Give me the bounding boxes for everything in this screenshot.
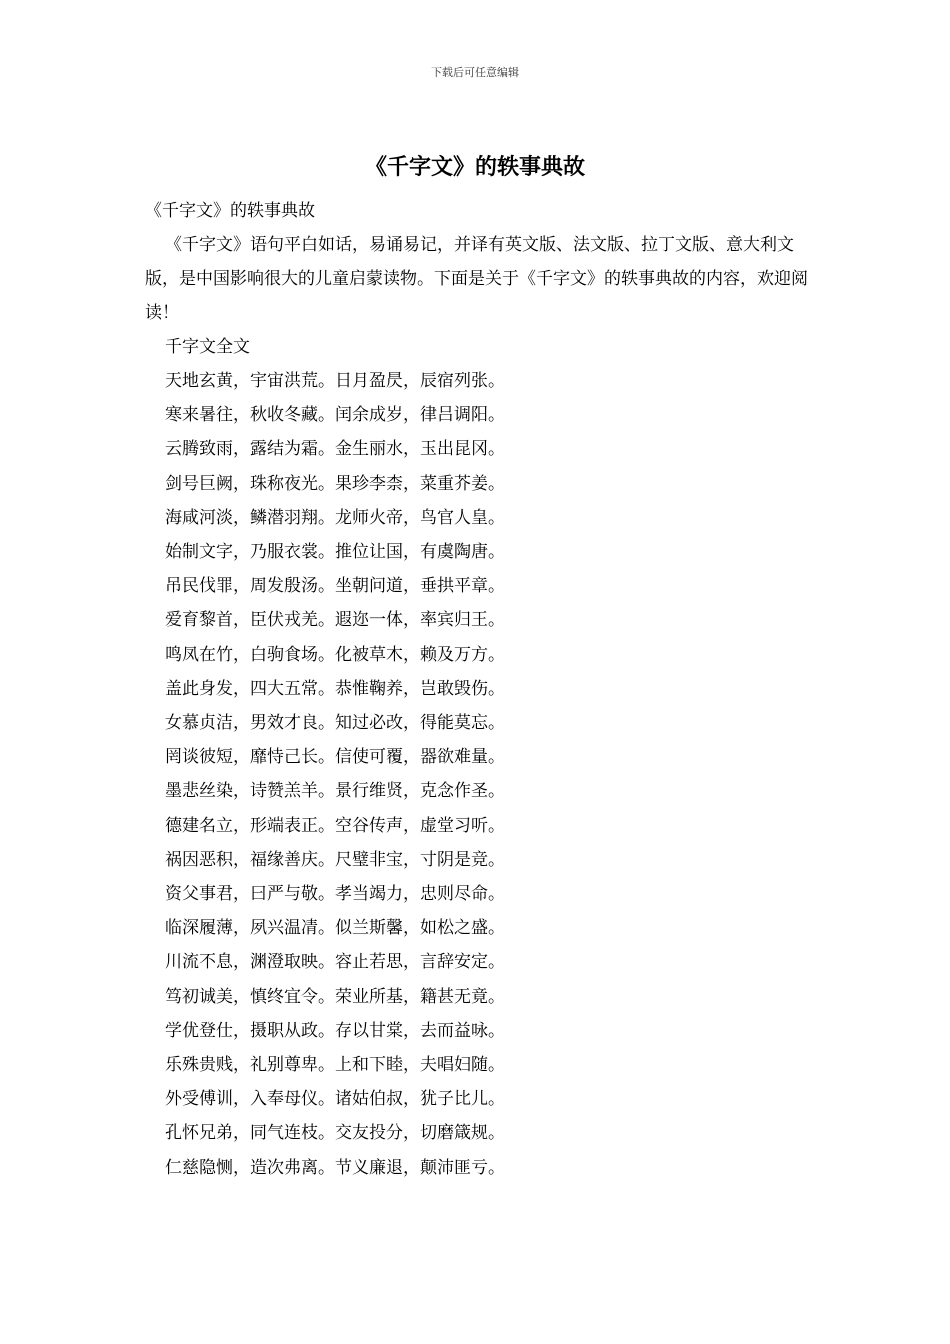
section-heading: 千字文全文 xyxy=(165,337,250,357)
verse-line: 剑号巨阙，珠称夜光。果珍李柰，菜重芥姜。 xyxy=(165,473,505,494)
verse-list xyxy=(145,364,810,1185)
verse-line: 学优登仕，摄职从政。存以甘棠，去而益咏。 xyxy=(165,1020,505,1041)
verse-line: 天地玄黄，宇宙洪荒。日月盈昃，辰宿列张。 xyxy=(165,371,505,391)
verse-line: 海咸河淡，鳞潜羽翔。龙师火帝，鸟官人皇。 xyxy=(165,507,505,528)
verse-line: 资父事君，曰严与敬。孝当竭力，忠则尽命。 xyxy=(165,884,505,905)
document-body xyxy=(145,194,810,1185)
verse-line: 祸因恶积，福缘善庆。尺璧非宝，寸阴是竞。 xyxy=(165,849,505,870)
verse-line: 外受傅训，入奉母仪。诸姑伯叔，犹子比儿。 xyxy=(165,1089,505,1110)
document-subtitle: 《千字文》的轶事典故 xyxy=(145,201,315,221)
verse-line: 吊民伐罪，周发殷汤。坐朝问道，垂拱平章。 xyxy=(165,576,505,597)
verse-line: 乐殊贵贱，礼别尊卑。上和下睦，夫唱妇随。 xyxy=(165,1055,505,1076)
verse-line: 爱育黎首，臣伏戎羌。遐迩一体，率宾归王。 xyxy=(165,610,505,631)
verse-line: 始制文字，乃服衣裳。推位让国，有虞陶唐。 xyxy=(165,542,505,563)
verse-line: 女慕贞洁，男效才良。知过必改，得能莫忘。 xyxy=(165,713,505,734)
verse-line: 鸣凤在竹，白驹食场。化被草木，赖及万方。 xyxy=(165,644,505,665)
verse-line: 临深履薄，夙兴温凊。似兰斯馨，如松之盛。 xyxy=(165,918,505,939)
verse-line: 德建名立，形端表正。空谷传声，虚堂习听。 xyxy=(165,815,505,836)
verse-line: 墨悲丝染，诗赞羔羊。景行维贤，克念作圣。 xyxy=(165,781,505,802)
verse-line: 寒来暑往，秋收冬藏。闰余成岁，律吕调阳。 xyxy=(165,405,505,426)
document-title: 《千字文》的轶事典故 xyxy=(364,154,585,180)
verse-line: 云腾致雨，露结为霜。金生丽水，玉出昆冈。 xyxy=(165,439,505,460)
verse-line: 笃初诚美，慎终宜令。荣业所基，籍甚无竟。 xyxy=(165,986,505,1007)
verse-line: 盖此身发，四大五常。恭惟鞠养，岂敢毁伤。 xyxy=(165,678,505,699)
verse-line: 川流不息，渊澄取映。容止若思，言辞安定。 xyxy=(165,952,505,973)
verse-line: 孔怀兄弟，同气连枝。交友投分，切磨箴规。 xyxy=(165,1123,505,1144)
intro-paragraph: 《千字文》语句平白如话，易诵易记，并译有英文版、法文版、拉丁文版、意大利文版，是中国影响很大的儿童启蒙读物。下面是关于《千字文》的轶事典故的内容，欢迎阅读！ xyxy=(145,235,808,323)
verse-line: 仁慈隐恻，造次弗离。节义廉退，颠沛匪亏。 xyxy=(165,1157,505,1178)
page-header-note: 下载后可任意编辑 xyxy=(431,66,519,79)
verse-line: 罔谈彼短，靡恃己长。信使可覆，器欲难量。 xyxy=(165,747,505,768)
